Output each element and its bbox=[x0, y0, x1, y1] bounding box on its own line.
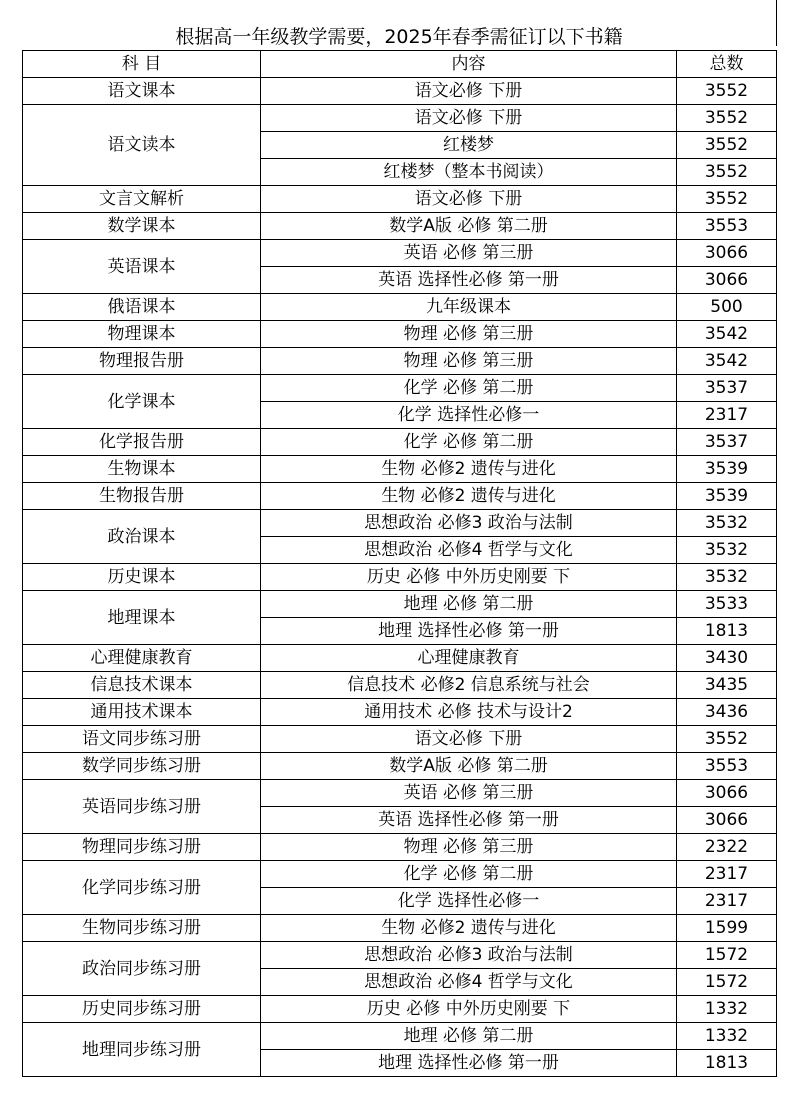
subject-cell: 英语课本 bbox=[23, 240, 261, 294]
content-cell: 数学A版 必修 第二册 bbox=[261, 753, 677, 780]
content-cell: 语文必修 下册 bbox=[261, 186, 677, 213]
content-cell: 生物 必修2 遗传与进化 bbox=[261, 483, 677, 510]
content-cell: 生物 必修2 遗传与进化 bbox=[261, 915, 677, 942]
content-cell: 化学 选择性必修一 bbox=[261, 402, 677, 429]
content-cell: 语文必修 下册 bbox=[261, 78, 677, 105]
table-row bbox=[23, 996, 777, 1023]
total-cell: 3542 bbox=[677, 321, 777, 348]
subject-cell: 化学报告册 bbox=[23, 429, 261, 456]
content-cell: 英语 必修 第三册 bbox=[261, 780, 677, 807]
subject-cell: 历史课本 bbox=[23, 564, 261, 591]
content-cell: 化学 必修 第二册 bbox=[261, 429, 677, 456]
content-cell: 思想政治 必修4 哲学与文化 bbox=[261, 537, 677, 564]
content-cell: 英语 选择性必修 第一册 bbox=[261, 807, 677, 834]
subject-cell: 政治课本 bbox=[23, 510, 261, 564]
table-row bbox=[23, 213, 777, 240]
table-row bbox=[23, 591, 777, 618]
total-cell: 3553 bbox=[677, 213, 777, 240]
content-cell: 通用技术 必修 技术与设计2 bbox=[261, 699, 677, 726]
content-cell: 英语 选择性必修 第一册 bbox=[261, 267, 677, 294]
content-cell: 思想政治 必修3 政治与法制 bbox=[261, 942, 677, 969]
content-cell: 地理 选择性必修 第一册 bbox=[261, 1050, 677, 1077]
document-title: 根据高一年级教学需要，2025年春季需征订以下书籍 bbox=[175, 26, 623, 48]
table-row bbox=[23, 1023, 777, 1050]
table-row bbox=[23, 429, 777, 456]
total-cell: 3532 bbox=[677, 537, 777, 564]
subject-cell: 俄语课本 bbox=[23, 294, 261, 321]
book-order-table bbox=[22, 50, 777, 1077]
content-cell: 心理健康教育 bbox=[261, 645, 677, 672]
table-row bbox=[23, 672, 777, 699]
table-row bbox=[23, 564, 777, 591]
table-row bbox=[23, 321, 777, 348]
content-cell: 地理 选择性必修 第一册 bbox=[261, 618, 677, 645]
total-cell: 3539 bbox=[677, 483, 777, 510]
total-cell: 3066 bbox=[677, 780, 777, 807]
subject-cell: 地理课本 bbox=[23, 591, 261, 645]
total-cell: 3552 bbox=[677, 105, 777, 132]
total-cell: 3552 bbox=[677, 186, 777, 213]
content-cell: 物理 必修 第三册 bbox=[261, 834, 677, 861]
table-row bbox=[23, 105, 777, 132]
subject-cell: 通用技术课本 bbox=[23, 699, 261, 726]
table-body bbox=[23, 78, 777, 1077]
subject-cell: 物理课本 bbox=[23, 321, 261, 348]
table-row bbox=[23, 753, 777, 780]
content-cell: 思想政治 必修3 政治与法制 bbox=[261, 510, 677, 537]
total-cell: 1332 bbox=[677, 1023, 777, 1050]
subject-cell: 语文课本 bbox=[23, 78, 261, 105]
total-cell: 3552 bbox=[677, 132, 777, 159]
content-cell: 红楼梦（整本书阅读） bbox=[261, 159, 677, 186]
total-cell: 3435 bbox=[677, 672, 777, 699]
total-cell: 1332 bbox=[677, 996, 777, 1023]
subject-cell: 物理报告册 bbox=[23, 348, 261, 375]
subject-cell: 心理健康教育 bbox=[23, 645, 261, 672]
total-cell: 500 bbox=[677, 294, 777, 321]
subject-cell: 生物同步练习册 bbox=[23, 915, 261, 942]
table-row bbox=[23, 942, 777, 969]
table-row bbox=[23, 861, 777, 888]
total-cell: 3066 bbox=[677, 240, 777, 267]
total-cell: 3537 bbox=[677, 375, 777, 402]
total-cell: 1572 bbox=[677, 942, 777, 969]
table-row bbox=[23, 645, 777, 672]
subject-cell: 地理同步练习册 bbox=[23, 1023, 261, 1077]
subject-cell: 政治同步练习册 bbox=[23, 942, 261, 996]
header-subject: 科 目 bbox=[23, 51, 261, 78]
subject-cell: 生物课本 bbox=[23, 456, 261, 483]
content-cell: 九年级课本 bbox=[261, 294, 677, 321]
total-cell: 3066 bbox=[677, 267, 777, 294]
header-row bbox=[23, 51, 777, 78]
subject-cell: 生物报告册 bbox=[23, 483, 261, 510]
subject-cell: 化学同步练习册 bbox=[23, 861, 261, 915]
total-cell: 2317 bbox=[677, 402, 777, 429]
total-cell: 3430 bbox=[677, 645, 777, 672]
subject-cell: 数学同步练习册 bbox=[23, 753, 261, 780]
total-cell: 3553 bbox=[677, 753, 777, 780]
content-cell: 思想政治 必修4 哲学与文化 bbox=[261, 969, 677, 996]
subject-cell: 文言文解析 bbox=[23, 186, 261, 213]
table-row bbox=[23, 294, 777, 321]
total-cell: 3552 bbox=[677, 159, 777, 186]
table-row bbox=[23, 483, 777, 510]
total-cell: 3532 bbox=[677, 510, 777, 537]
total-cell: 3066 bbox=[677, 807, 777, 834]
content-cell: 信息技术 必修2 信息系统与社会 bbox=[261, 672, 677, 699]
table-row bbox=[23, 240, 777, 267]
total-cell: 3542 bbox=[677, 348, 777, 375]
subject-cell: 语文同步练习册 bbox=[23, 726, 261, 753]
content-cell: 数学A版 必修 第二册 bbox=[261, 213, 677, 240]
sheet-border-line bbox=[776, 0, 777, 46]
content-cell: 地理 必修 第二册 bbox=[261, 1023, 677, 1050]
header-total: 总数 bbox=[677, 51, 777, 78]
table-row bbox=[23, 726, 777, 753]
content-cell: 物理 必修 第三册 bbox=[261, 348, 677, 375]
content-cell: 红楼梦 bbox=[261, 132, 677, 159]
total-cell: 3537 bbox=[677, 429, 777, 456]
total-cell: 3436 bbox=[677, 699, 777, 726]
header-content: 内容 bbox=[261, 51, 677, 78]
table-row bbox=[23, 186, 777, 213]
content-cell: 生物 必修2 遗传与进化 bbox=[261, 456, 677, 483]
table-row bbox=[23, 456, 777, 483]
total-cell: 3532 bbox=[677, 564, 777, 591]
subject-cell: 数学课本 bbox=[23, 213, 261, 240]
table-row bbox=[23, 348, 777, 375]
table-row bbox=[23, 915, 777, 942]
table-row bbox=[23, 375, 777, 402]
content-cell: 地理 必修 第二册 bbox=[261, 591, 677, 618]
total-cell: 2322 bbox=[677, 834, 777, 861]
content-cell: 语文必修 下册 bbox=[261, 105, 677, 132]
subject-cell: 信息技术课本 bbox=[23, 672, 261, 699]
total-cell: 3552 bbox=[677, 78, 777, 105]
content-cell: 化学 必修 第二册 bbox=[261, 375, 677, 402]
subject-cell: 物理同步练习册 bbox=[23, 834, 261, 861]
total-cell: 2317 bbox=[677, 861, 777, 888]
total-cell: 1572 bbox=[677, 969, 777, 996]
content-cell: 历史 必修 中外历史刚要 下 bbox=[261, 564, 677, 591]
table-row bbox=[23, 780, 777, 807]
subject-cell: 英语同步练习册 bbox=[23, 780, 261, 834]
total-cell: 3539 bbox=[677, 456, 777, 483]
table-row bbox=[23, 510, 777, 537]
content-cell: 化学 必修 第二册 bbox=[261, 861, 677, 888]
total-cell: 3552 bbox=[677, 726, 777, 753]
content-cell: 物理 必修 第三册 bbox=[261, 321, 677, 348]
subject-cell: 化学课本 bbox=[23, 375, 261, 429]
total-cell: 1813 bbox=[677, 618, 777, 645]
table-row bbox=[23, 834, 777, 861]
total-cell: 1599 bbox=[677, 915, 777, 942]
content-cell: 化学 选择性必修一 bbox=[261, 888, 677, 915]
subject-cell: 语文读本 bbox=[23, 105, 261, 186]
table-row bbox=[23, 78, 777, 105]
total-cell: 2317 bbox=[677, 888, 777, 915]
total-cell: 3533 bbox=[677, 591, 777, 618]
subject-cell: 历史同步练习册 bbox=[23, 996, 261, 1023]
content-cell: 英语 必修 第三册 bbox=[261, 240, 677, 267]
table-row bbox=[23, 699, 777, 726]
content-cell: 语文必修 下册 bbox=[261, 726, 677, 753]
total-cell: 1813 bbox=[677, 1050, 777, 1077]
content-cell: 历史 必修 中外历史刚要 下 bbox=[261, 996, 677, 1023]
